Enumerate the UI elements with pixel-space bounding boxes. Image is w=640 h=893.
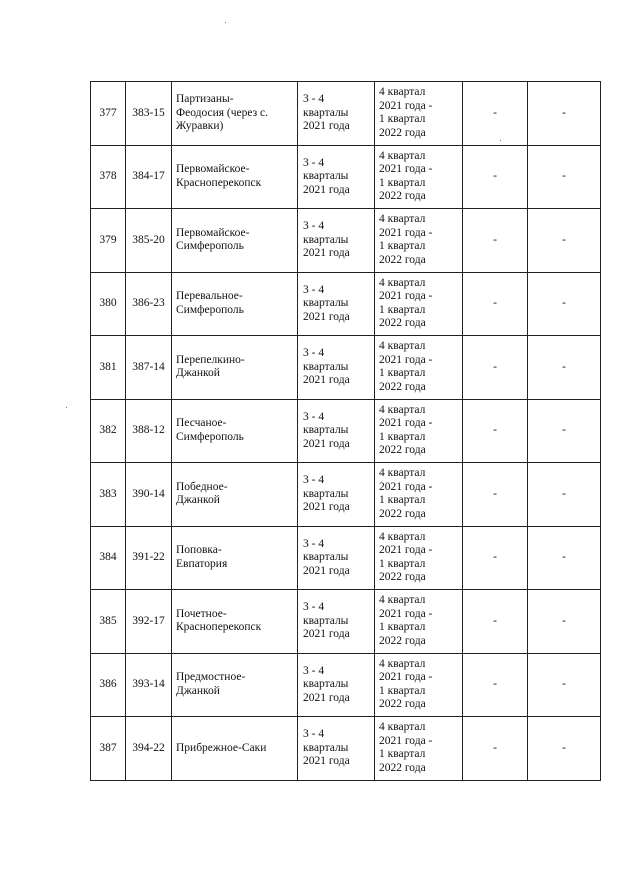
route-name-line: Предмостное- — [176, 671, 246, 684]
period-line: кварталы — [303, 297, 349, 309]
route-code — [126, 399, 172, 463]
route-name — [172, 653, 298, 717]
column-a-value — [463, 463, 528, 527]
term-line: 2021 года - — [379, 290, 433, 303]
term-line: 2022 года — [379, 190, 426, 203]
period-line: 2021 года — [303, 564, 350, 577]
period-line: кварталы — [303, 233, 349, 246]
term-line: 4 квартал — [379, 213, 426, 226]
column-b-value-text: - — [562, 614, 566, 627]
period-line: 3 - 4 — [303, 537, 325, 550]
route-name-line: Симферополь — [176, 240, 244, 253]
column-a-value — [463, 336, 528, 400]
term-line: 2022 года — [379, 444, 426, 457]
term — [375, 653, 463, 717]
route-name-line: Поповка- — [176, 544, 222, 557]
route-code-text: 383-15 — [132, 106, 165, 119]
period-line: 3 - 4 — [303, 93, 325, 105]
period — [298, 336, 375, 400]
term — [375, 526, 463, 590]
term-line: 1 квартал — [379, 240, 426, 253]
period-line: 2021 года — [303, 183, 350, 196]
term-line: 4 квартал — [379, 467, 426, 480]
column-b-value — [528, 463, 601, 527]
route-name-line: Феодосия (через с. — [176, 106, 269, 119]
period — [298, 145, 375, 209]
route-name-line: Прибрежное-Саки — [176, 741, 267, 754]
column-b-value — [528, 145, 601, 209]
period-line: 2021 года — [303, 691, 350, 704]
period — [298, 590, 375, 654]
route-name — [172, 526, 298, 590]
table-row — [91, 209, 601, 273]
column-a-value — [463, 653, 528, 717]
term — [375, 82, 463, 146]
term-line: 4 квартал — [379, 340, 426, 353]
route-name — [172, 145, 298, 209]
route-code — [126, 717, 172, 781]
term-line: 2021 года - — [379, 671, 433, 684]
column-a-value-text: - — [493, 614, 497, 627]
route-name-line: Красноперекопск — [176, 621, 262, 634]
period-line: 2021 года — [303, 120, 350, 132]
table-row — [91, 653, 601, 717]
route-name-line: Журавки) — [176, 120, 224, 132]
table-row — [91, 272, 601, 336]
period-line: 2021 года — [303, 374, 350, 386]
period-line: 2021 года — [303, 310, 350, 323]
column-a-value — [463, 717, 528, 781]
column-a-value — [463, 590, 528, 654]
route-name — [172, 590, 298, 654]
scan-speck — [500, 140, 501, 141]
row-number-text: 378 — [99, 170, 117, 182]
route-code — [126, 463, 172, 527]
period-line: 3 - 4 — [303, 728, 325, 740]
column-a-value-text: - — [493, 487, 497, 500]
period-line: 3 - 4 — [303, 474, 325, 486]
column-a-value-text: - — [493, 424, 497, 436]
table-row — [91, 145, 601, 209]
term-line: 1 квартал — [379, 494, 426, 507]
period-line: кварталы — [303, 551, 349, 563]
route-name — [172, 82, 298, 146]
period-line: кварталы — [303, 614, 349, 627]
row-number-text: 382 — [99, 424, 117, 436]
route-name-line: Джанкой — [176, 367, 220, 380]
column-a-value — [463, 526, 528, 590]
route-code — [126, 272, 172, 336]
period — [298, 717, 375, 781]
route-code-text: 392-17 — [132, 614, 165, 627]
table-row — [91, 336, 601, 400]
column-b-value-text: - — [562, 106, 566, 119]
column-b-value-text: - — [562, 487, 566, 500]
column-a-value-text: - — [493, 678, 497, 690]
column-b-value — [528, 653, 601, 717]
route-code-text: 387-14 — [132, 360, 165, 373]
column-a-value-text: - — [493, 551, 497, 563]
term-line: 2022 года — [379, 571, 426, 584]
route-name-line: Красноперекопск — [176, 176, 262, 189]
column-b-value — [528, 399, 601, 463]
row-number — [91, 590, 126, 654]
route-code — [126, 82, 172, 146]
period — [298, 526, 375, 590]
period-line: кварталы — [303, 487, 349, 500]
period-line: 2021 года — [303, 437, 350, 450]
period-line: 2021 года — [303, 501, 350, 513]
column-b-value — [528, 209, 601, 273]
scan-speck — [225, 22, 226, 23]
column-a-value — [463, 82, 528, 146]
route-code — [126, 653, 172, 717]
term-line: 1 квартал — [379, 367, 426, 380]
column-b-value-text: - — [562, 297, 566, 309]
term — [375, 272, 463, 336]
route-name — [172, 336, 298, 400]
row-number-text: 379 — [99, 233, 117, 246]
route-code — [126, 526, 172, 590]
route-name-line: Первомайское- — [176, 226, 250, 239]
route-name-line: Перепелкино- — [176, 353, 245, 366]
route-name-line: Джанкой — [176, 684, 220, 697]
period-line: 3 - 4 — [303, 410, 325, 423]
period-line: кварталы — [303, 106, 349, 119]
term-line: 1 квартал — [379, 430, 426, 443]
route-code-text: 388-12 — [132, 424, 165, 436]
term — [375, 399, 463, 463]
term-line: 4 квартал — [379, 530, 426, 543]
route-code — [126, 209, 172, 273]
column-a-value-text: - — [493, 741, 497, 754]
period-line: 3 - 4 — [303, 220, 325, 232]
route-code-text: 394-22 — [132, 741, 165, 754]
table-row — [91, 82, 601, 146]
period-line: 2021 года — [303, 247, 350, 259]
route-name — [172, 209, 298, 273]
column-b-value-text: - — [562, 424, 566, 436]
route-name-line: Партизаны- — [176, 93, 234, 105]
period — [298, 82, 375, 146]
table-row — [91, 590, 601, 654]
period-line: 3 - 4 — [303, 601, 325, 613]
period — [298, 653, 375, 717]
row-number-text: 385 — [99, 614, 117, 627]
term-line: 1 квартал — [379, 303, 426, 316]
term-line: 2021 года - — [379, 480, 433, 493]
column-b-value — [528, 336, 601, 400]
route-name-line: Почетное- — [176, 607, 227, 620]
route-name-line: Первомайское- — [176, 163, 250, 176]
column-a-value-text: - — [493, 106, 497, 119]
term-line: 2022 года — [379, 507, 426, 520]
route-code — [126, 145, 172, 209]
route-name-line: Симферополь — [176, 303, 244, 316]
period-line: кварталы — [303, 678, 349, 690]
table-row — [91, 717, 601, 781]
column-a-value-text: - — [493, 360, 497, 373]
term-line: 2022 года — [379, 761, 426, 774]
term-line: 2021 года - — [379, 163, 433, 176]
period-line: 3 - 4 — [303, 347, 325, 359]
route-name-line: Перевальное- — [176, 290, 243, 303]
route-code-text: 390-14 — [132, 487, 165, 500]
route-code-text: 386-23 — [132, 297, 165, 309]
term-line: 2022 года — [379, 317, 426, 330]
period-line: кварталы — [303, 360, 349, 373]
route-code-text: 384-17 — [132, 170, 165, 182]
term-line: 2021 года - — [379, 353, 433, 366]
term-line: 1 квартал — [379, 113, 426, 126]
route-name-line: Победное- — [176, 480, 228, 493]
period-line: 3 - 4 — [303, 156, 325, 169]
term-line: 2022 года — [379, 634, 426, 647]
row-number-text: 380 — [99, 297, 117, 309]
term-line: 2022 года — [379, 698, 426, 711]
term-line: 2021 года - — [379, 544, 433, 557]
row-number-text: 381 — [99, 360, 117, 373]
column-a-value-text: - — [493, 170, 497, 182]
route-code-text: 391-22 — [132, 551, 165, 563]
term-line: 4 квартал — [379, 276, 426, 289]
routes-table — [90, 81, 601, 781]
term-line: 2021 года - — [379, 734, 433, 747]
row-number — [91, 717, 126, 781]
period-line: кварталы — [303, 170, 349, 182]
term — [375, 336, 463, 400]
term — [375, 717, 463, 781]
column-b-value — [528, 590, 601, 654]
column-a-value — [463, 399, 528, 463]
term-line: 1 квартал — [379, 557, 426, 570]
routes-table-body — [91, 82, 601, 781]
term-line: 4 квартал — [379, 657, 426, 670]
row-number — [91, 145, 126, 209]
route-name — [172, 272, 298, 336]
row-number — [91, 526, 126, 590]
term-line: 2021 года - — [379, 607, 433, 620]
term-line: 2022 года — [379, 380, 426, 393]
column-b-value-text: - — [562, 360, 566, 373]
term-line: 4 квартал — [379, 721, 426, 734]
column-b-value — [528, 526, 601, 590]
term-line: 1 квартал — [379, 748, 426, 761]
row-number — [91, 463, 126, 527]
column-b-value-text: - — [562, 551, 566, 563]
period-line: 3 - 4 — [303, 664, 325, 677]
row-number-text: 383 — [99, 487, 117, 500]
row-number-text: 384 — [99, 551, 117, 563]
column-a-value — [463, 209, 528, 273]
term-line: 1 квартал — [379, 684, 426, 697]
period-line: 2021 года — [303, 628, 350, 640]
route-code-text: 393-14 — [132, 678, 165, 690]
column-b-value — [528, 717, 601, 781]
column-b-value — [528, 82, 601, 146]
period — [298, 399, 375, 463]
scan-speck — [66, 407, 67, 408]
term-line: 2021 года - — [379, 417, 433, 430]
column-a-value-text: - — [493, 233, 497, 246]
term-line: 4 квартал — [379, 403, 426, 416]
table-row — [91, 526, 601, 590]
term — [375, 145, 463, 209]
route-code — [126, 336, 172, 400]
period — [298, 463, 375, 527]
term — [375, 463, 463, 527]
table-row — [91, 463, 601, 527]
term-line: 4 квартал — [379, 86, 426, 99]
period-line: 3 - 4 — [303, 283, 325, 296]
row-number-text: 377 — [99, 106, 117, 119]
term-line: 4 квартал — [379, 149, 426, 162]
column-b-value-text: - — [562, 741, 566, 754]
table-row — [91, 399, 601, 463]
route-code — [126, 590, 172, 654]
column-b-value — [528, 272, 601, 336]
row-number — [91, 399, 126, 463]
route-name-line: Песчаное- — [176, 417, 227, 430]
column-a-value-text: - — [493, 297, 497, 309]
route-name — [172, 717, 298, 781]
term-line: 2021 года - — [379, 226, 433, 239]
period-line: кварталы — [303, 424, 349, 436]
column-b-value-text: - — [562, 233, 566, 246]
route-name — [172, 399, 298, 463]
term-line: 4 квартал — [379, 594, 426, 607]
row-number — [91, 653, 126, 717]
route-name-line: Евпатория — [176, 557, 228, 570]
row-number — [91, 82, 126, 146]
row-number — [91, 272, 126, 336]
term-line: 2021 года - — [379, 99, 433, 112]
route-name-line: Джанкой — [176, 494, 220, 507]
route-name — [172, 463, 298, 527]
term-line: 2022 года — [379, 253, 426, 266]
term — [375, 209, 463, 273]
row-number — [91, 209, 126, 273]
column-a-value — [463, 272, 528, 336]
period — [298, 209, 375, 273]
term-line: 2022 года — [379, 126, 426, 139]
period-line: кварталы — [303, 741, 349, 754]
route-name-line: Симферополь — [176, 430, 244, 443]
period — [298, 272, 375, 336]
column-b-value-text: - — [562, 170, 566, 182]
term-line: 1 квартал — [379, 176, 426, 189]
column-b-value-text: - — [562, 678, 566, 690]
route-code-text: 385-20 — [132, 233, 165, 246]
row-number-text: 386 — [99, 678, 117, 690]
row-number — [91, 336, 126, 400]
row-number-text: 387 — [99, 741, 117, 754]
term — [375, 590, 463, 654]
term-line: 1 квартал — [379, 621, 426, 634]
column-a-value — [463, 145, 528, 209]
period-line: 2021 года — [303, 755, 350, 767]
